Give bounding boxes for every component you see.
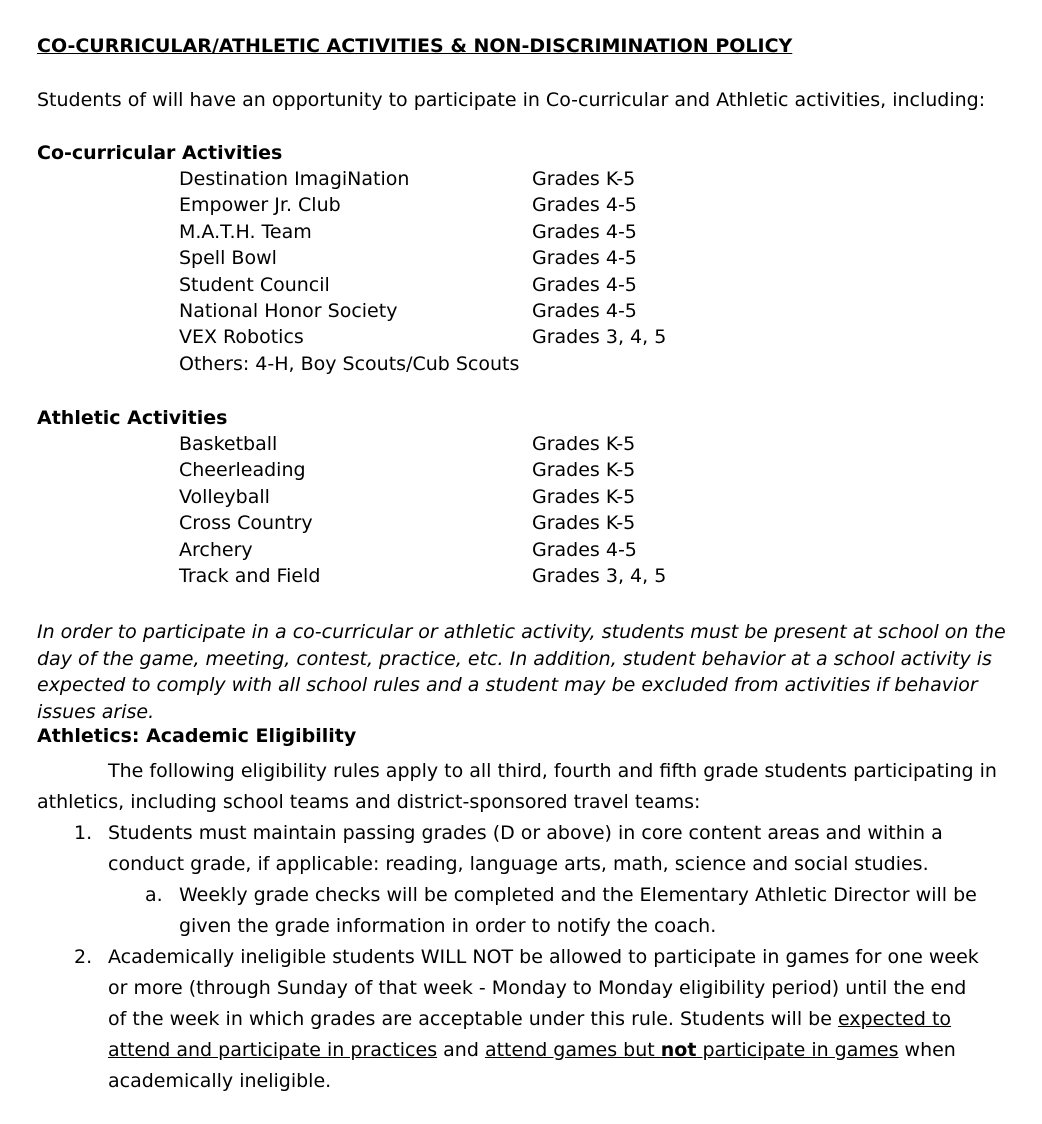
page-title: CO-CURRICULAR/ATHLETIC ACTIVITIES & NON-DISCRIMINATION POLICY <box>37 35 793 57</box>
co-curricular-list <box>0 168 1042 379</box>
list-item <box>0 565 1042 591</box>
activity-grades: Grades K-5 <box>532 459 636 482</box>
list-item <box>0 459 1042 485</box>
rule-2-part2: and <box>437 1039 485 1061</box>
rule-1-text: Students must maintain passing grades (D or above) in core content areas and within a conduct grade, if applicable: reading, language arts, math, science and social studies. <box>108 822 943 875</box>
activity-grades: Grades K-5 <box>532 485 636 508</box>
activity-grades: Grades 4-5 <box>532 247 637 270</box>
activity-name: Empower Jr. Club <box>179 194 341 217</box>
activity-grades: Grades 4-5 <box>532 194 637 217</box>
activity-name: Destination ImagiNation <box>179 168 410 190</box>
activity-grades: Grades 4-5 <box>532 299 637 322</box>
intro-text: Students of will have an opportunity to participate in Co-curricular and Athletic activities, including: <box>37 89 986 111</box>
eligibility-heading: Athletics: Academic Eligibility <box>37 725 357 747</box>
rule-2-part1: Academically ineligible students WILL NOT be allowed to participate in games for one week or more (through Sunday of that week - Monday to Monday eligibility period) until the end of the week in which grades are acceptable under this rule. Students will be <box>108 946 979 1030</box>
athletic-list <box>0 433 1042 591</box>
list-item <box>0 221 1042 247</box>
activity-name: Others: 4-H, Boy Scouts/Cub Scouts <box>179 352 520 375</box>
list-item <box>0 194 1042 220</box>
activity-name: Basketball <box>179 433 278 455</box>
list-item <box>0 326 1042 352</box>
list-item <box>0 353 1042 379</box>
list-item <box>0 247 1042 273</box>
attendance-note: In order to participate in a co-curricular or athletic activity, students must be present at school on the day of the game, meeting, contest, practice, etc. In addition, student behavior at a school activity is expected to comply with all school rules and a student may be excluded from activities if behavior issues arise. <box>37 621 1006 723</box>
rule-1a-text: Weekly grade checks will be completed and the Elementary Athletic Director will be given the grade information in order to notify the coach. <box>179 884 977 937</box>
list-item <box>0 486 1042 512</box>
list-item <box>0 300 1042 326</box>
rule-2-u2c: participate in games <box>696 1039 899 1061</box>
activity-grades: Grades K-5 <box>532 433 636 455</box>
activity-grades: Grades 3, 4, 5 <box>532 326 667 349</box>
activity-name: Cross Country <box>179 512 313 535</box>
athletic-heading: Athletic Activities <box>37 407 228 429</box>
rule-2-part3: when academically ineligible. <box>108 1039 956 1092</box>
activity-name: VEX Robotics <box>179 326 304 349</box>
list-marker: 2. <box>74 946 93 968</box>
activity-grades: Grades K-5 <box>532 512 636 535</box>
list-marker: 1. <box>74 822 93 844</box>
activity-name: Spell Bowl <box>179 247 277 270</box>
list-item <box>0 512 1042 538</box>
activity-grades: Grades K-5 <box>532 168 636 190</box>
eligibility-intro: The following eligibility rules apply to all third, fourth and fifth grade students participating in athletics, including school teams and district-sponsored travel teams: <box>37 760 997 813</box>
rule-2-not: not <box>660 1039 697 1061</box>
activity-name: Cheerleading <box>179 459 306 482</box>
co-curricular-heading: Co-curricular Activities <box>37 142 283 164</box>
list-marker: a. <box>145 884 163 906</box>
activity-grades: Grades 4-5 <box>532 273 637 296</box>
activity-name: Student Council <box>179 273 330 296</box>
activity-name: National Honor Society <box>179 299 398 322</box>
activity-name: Track and Field <box>179 564 321 587</box>
list-item <box>0 274 1042 300</box>
activity-name: M.A.T.H. Team <box>179 220 312 243</box>
rule-2-text <box>108 942 988 1097</box>
activity-grades: Grades 4-5 <box>532 538 637 561</box>
list-item <box>0 433 1042 459</box>
rule-2-underline-games <box>485 1039 899 1061</box>
activity-name: Volleyball <box>179 485 270 508</box>
list-item <box>0 168 1042 194</box>
rule-2-u2a: attend games but <box>484 1039 661 1061</box>
activity-grades: Grades 4-5 <box>532 220 637 243</box>
activity-grades: Grades 3, 4, 5 <box>532 564 667 587</box>
rule-2-underline-practices: expected to attend and participate in practices <box>108 1008 952 1061</box>
activity-name: Archery <box>179 538 253 561</box>
list-item <box>0 539 1042 565</box>
